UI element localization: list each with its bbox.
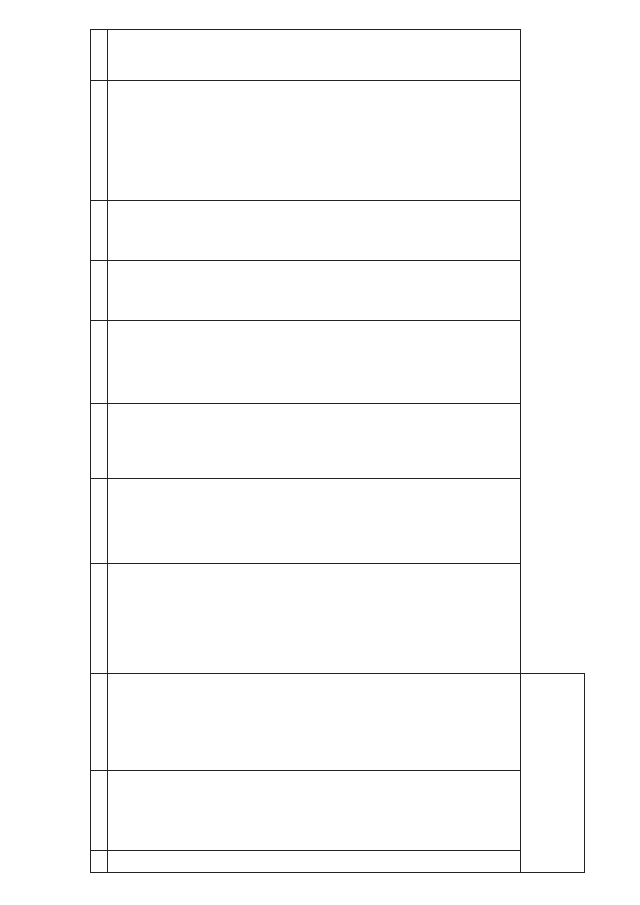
header-cell <box>91 30 108 81</box>
header-cell <box>91 674 108 771</box>
header-cell <box>91 201 108 261</box>
header-cell <box>91 404 108 479</box>
header-cell <box>91 321 108 404</box>
header-cell <box>91 261 108 321</box>
header-row <box>91 30 108 873</box>
header-cell <box>91 771 108 851</box>
indicator-text <box>108 81 521 201</box>
header-cell <box>91 479 108 564</box>
document-table <box>90 30 585 873</box>
header-cell <box>91 851 108 873</box>
header-cell <box>91 81 108 201</box>
header-cell <box>91 564 108 674</box>
indicator-row <box>108 30 521 873</box>
total-head-row <box>520 30 584 873</box>
